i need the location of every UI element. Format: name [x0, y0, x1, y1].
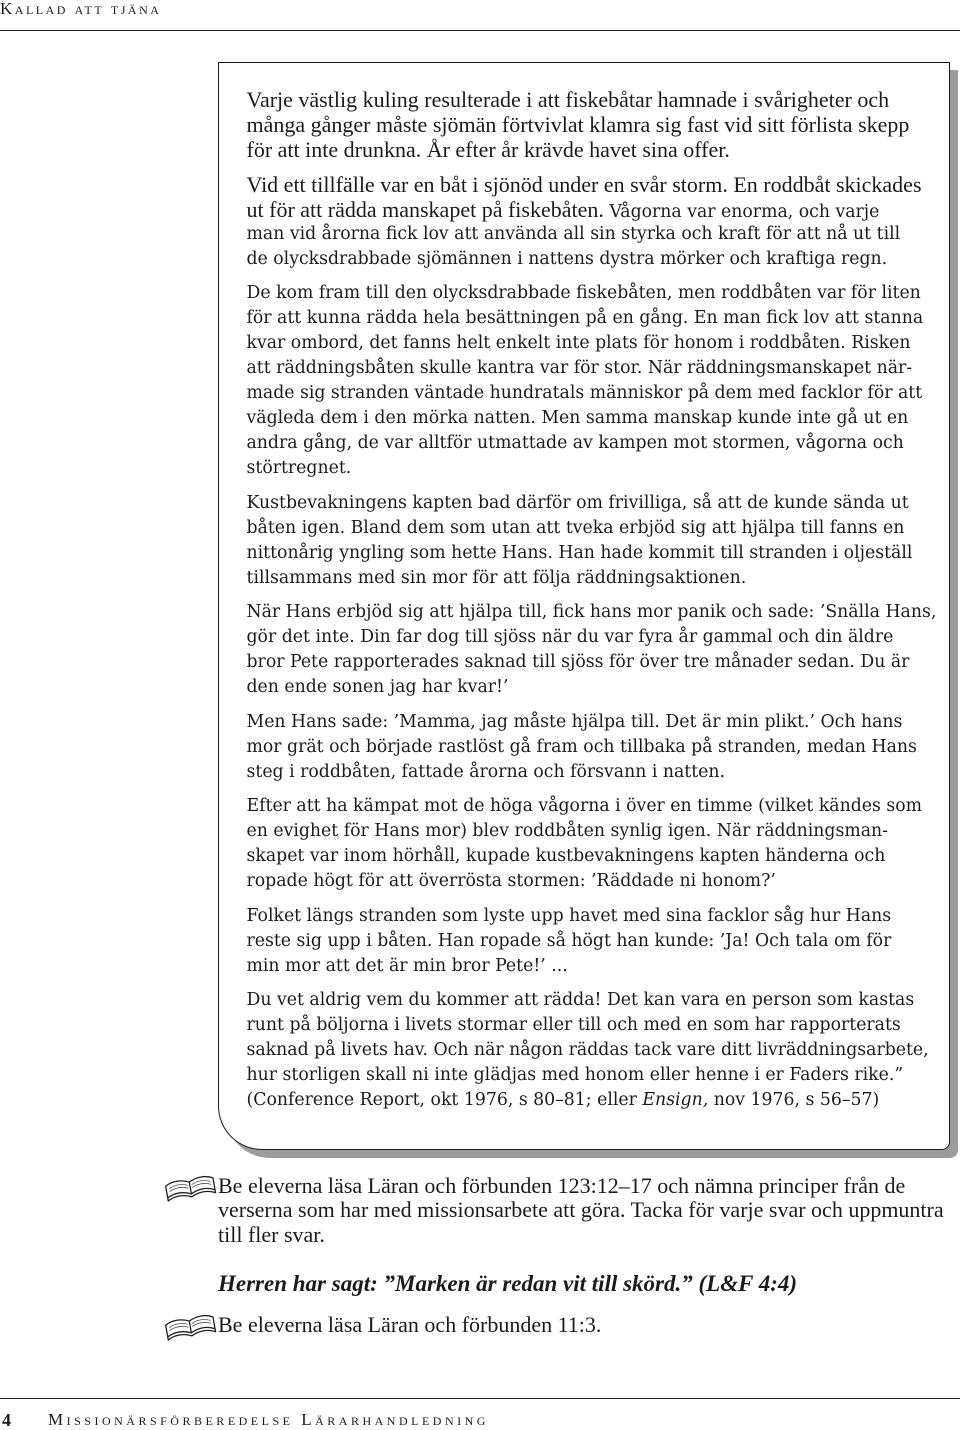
story-line: min mor att det är min bror Pete!’ ...	[246, 955, 568, 976]
story-line: de olycksdrabbade sjömännen i nattens dystra mörker och kraftiga regn.	[246, 248, 888, 269]
story-paragraph	[247, 794, 934, 894]
story-line: steg i roddbåten, fattade årorna och försvann i natten.	[246, 761, 726, 782]
story-line: Men Hans sade: ’Mamma, jag måste hjälpa till. Det är min plikt.’ Och hans	[246, 711, 903, 732]
story-line: saknad på livets hav. Och när någon räddas tack vare ditt livräddningsarbete,	[246, 1040, 929, 1060]
story-box	[218, 62, 950, 1150]
story-paragraph	[247, 904, 934, 979]
story-line: båten igen. Bland dem som utan att tveka erbjöd sig att hjälpa till fanns en	[246, 517, 905, 538]
story-line: vägleda dem i den mörka natten. Men samma manskap kunde inte gå ut en	[246, 408, 909, 428]
story-line: Varje västlig kuling resulterade i att fiskebåtar hamnade i svårigheter och	[246, 87, 890, 112]
scripture-heading: Herren har sagt: ”Marken är redan vit till skörd.” (L&F 4:4)	[218, 1271, 798, 1296]
story-line: Vid ett tillfälle var en båt i sjönöd under en svår storm. En roddbåt skickades	[246, 171, 922, 197]
book-icon	[163, 1309, 217, 1341]
story-line: mor grät och började rastlöst gå fram och tillbaka på stranden, medan Hans	[246, 736, 917, 757]
story-paragraph	[247, 988, 934, 1113]
story-paragraph	[246, 600, 937, 700]
story-line: för att kunna rädda hela besättningen på en gång. En man fick lov att stanna	[246, 308, 924, 328]
story-line: Efter att ha kämpat mot de höga vågorna i över en timme (vilket kändes som	[246, 796, 923, 816]
story-line: kvar ombord, det fanns helt enkelt inte plats för honom i roddbåten. Risken	[246, 333, 911, 353]
story-line: störtregnet.	[246, 458, 352, 478]
instruction-line: Be eleverna läsa Läran och förbunden 123:12–17 och nämna principer från de	[218, 1172, 906, 1198]
story-line: för att inte drunkna. År efter år krävde havet sina offer.	[246, 137, 730, 162]
citation-text: (Conference Report, okt 1976, s 80–81; eller	[246, 1090, 637, 1110]
story-line: reste sig upp i båten. Han ropade så högt han kunde: ’Ja! Och tala om för	[246, 930, 892, 951]
story-paragraph	[247, 491, 934, 591]
instruction-line: verserna som har med missionsarbete att göra. Tacka för varje svar och uppmuntra	[218, 1197, 944, 1223]
page-number: 4	[2, 1410, 11, 1430]
footer-rule	[0, 1398, 960, 1399]
instruction-read-scripture	[218, 1174, 944, 1248]
instruction-line: Be eleverna läsa Läran och förbunden 11:3.	[218, 1311, 602, 1337]
story-paragraph	[247, 172, 934, 272]
story-line: De kom fram till den olycksdrabbade fiskebåten, men roddbåten var för liten	[246, 283, 921, 303]
header-rule	[0, 30, 960, 31]
footer-manual-title: Missionärsförberedelse Lärarhandledning	[48, 1410, 489, 1429]
story-line	[247, 197, 934, 222]
story-line: tillsammans med sin mor för att följa räddningsaktionen.	[246, 567, 747, 588]
story-line: Folket längs stranden som lyste upp havet med sina facklor såg hur Hans	[246, 905, 892, 926]
story-line: en evighet för Hans mor) blev roddbåten synlig igen. När räddningsman-	[246, 821, 888, 841]
story-line: många gånger måste sjömän förtvivlat klamra sig fast vid sitt förlista skepp	[246, 112, 910, 137]
book-icon	[163, 1170, 217, 1202]
story-line: den ende sonen jag har kvar!’	[246, 677, 509, 697]
story-line: man vid årorna fick lov att använda all sin styrka och kraft för att nå ut till	[246, 223, 901, 244]
citation-line	[247, 1088, 934, 1113]
story-line: made sig stranden väntade hundratals människor på dem med facklor för att	[246, 383, 923, 403]
story-paragraph	[247, 87, 934, 162]
instruction-line: till fler svar.	[218, 1221, 325, 1247]
story-paragraph	[247, 281, 934, 481]
story-line: nittonårig yngling som hette Hans. Han hade kommit till stranden i oljeställ	[246, 542, 913, 563]
story-line: bror Pete rapporterades saknad till sjöss för över tre månader sedan. Du är	[246, 652, 910, 672]
story-line: att räddningsbåten skulle kantra var för stor. När räddningsmanskapet när-	[246, 358, 913, 378]
story-line-segment: Vågorna var enorma, och varje	[609, 201, 880, 222]
story-line: runt på böljorna i livets stormar eller till och med en som har rapporterats	[246, 1015, 901, 1035]
story-paragraph	[247, 710, 934, 785]
citation-text: nov 1976, s 56–57)	[713, 1090, 880, 1110]
story-line: Kustbevakningens kapten bad därför om frivilliga, så att de kunde sända ut	[246, 492, 909, 513]
story-line: ropade högt för att överrösta stormen: ’Räddade ni honom?’	[246, 871, 776, 891]
story-line: andra gång, de var alltför utmattade av kampen mot stormen, vågorna och	[246, 433, 904, 453]
citation-publication: Ensign,	[642, 1090, 709, 1110]
story-line: Du vet aldrig vem du kommer att rädda! Det kan vara en person som kastas	[246, 990, 915, 1010]
story-line: hur storligen skall ni inte glädjas med honom eller henne i er Faders rike.”	[246, 1065, 904, 1085]
story-line-segment: ut för att rädda manskapet på fiskebåten.	[246, 196, 604, 222]
story-line: När Hans erbjöd sig att hjälpa till, fick hans mor panik och sade: ’Snälla Hans,	[246, 602, 937, 622]
story-line: skapet var inom hörhåll, kupade kustbevakningens kapten händerna och	[246, 846, 886, 866]
story-line: gör det inte. Din far dog till sjöss när du var fyra år gammal och din äldre	[246, 627, 894, 647]
instruction-read-scripture	[218, 1313, 601, 1338]
running-header-title: Kallad att tjäna	[0, 0, 162, 18]
